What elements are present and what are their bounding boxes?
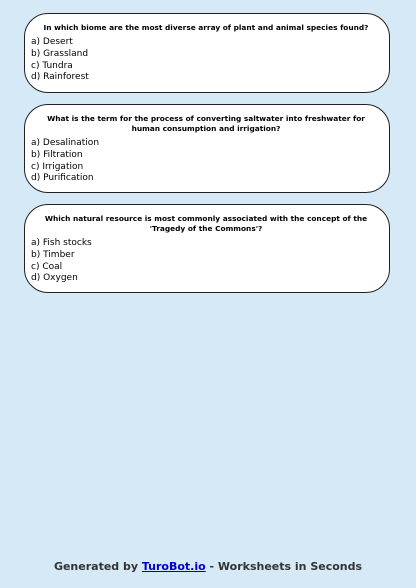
footer-prefix: Generated by <box>53 560 142 573</box>
answer-option-c: c) Tundra <box>31 60 73 71</box>
answer-option-d: d) Oxygen <box>31 273 78 284</box>
footer-suffix: - Worksheets in Seconds <box>205 560 363 573</box>
answer-option-c: c) Irrigation <box>31 161 84 172</box>
footer <box>0 560 416 573</box>
answer-option-b: b) Filtration <box>31 149 83 160</box>
question-text: What is the term for the process of converting saltwater into freshwater for human consumption and irrigation? <box>47 114 365 133</box>
turobot-link[interactable]: TuroBot.io <box>141 560 206 573</box>
answer-option-d: d) Purification <box>31 173 94 184</box>
answer-option-b: b) Timber <box>31 249 75 260</box>
question-card-1 <box>24 13 390 93</box>
question-text: In which biome are the most diverse array of plant and animal species found? <box>43 23 369 32</box>
answer-option-c: c) Coal <box>31 261 63 272</box>
answer-option-a: a) Desalination <box>31 138 100 148</box>
answer-option-b: b) Grassland <box>31 48 89 59</box>
question-card-2 <box>24 104 390 193</box>
question-card-3 <box>24 204 390 293</box>
answer-option-a: a) Desert <box>31 37 73 47</box>
answer-option-d: d) Rainforest <box>31 72 89 83</box>
answer-option-a: a) Fish stocks <box>31 238 92 248</box>
question-text: Which natural resource is most commonly associated with the concept of the 'Tragedy of the Commons'? <box>44 214 368 233</box>
